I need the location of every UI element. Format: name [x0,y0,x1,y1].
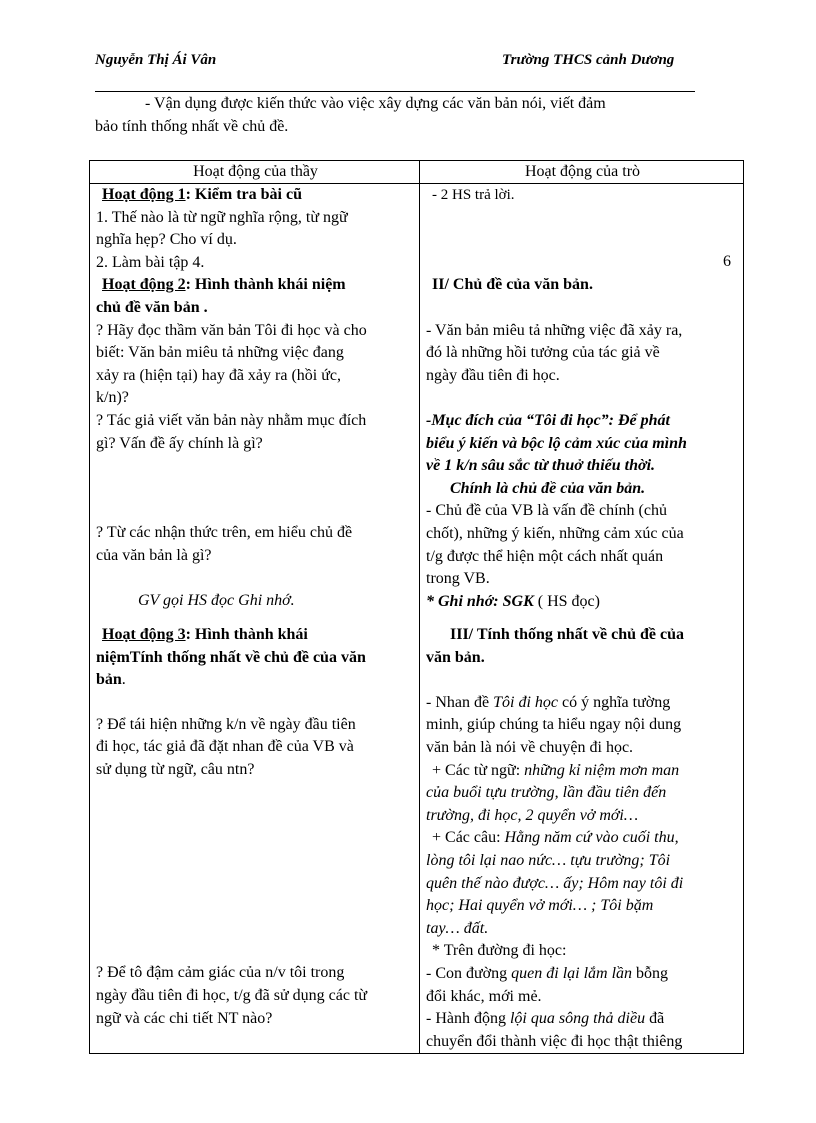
table-row [90,624,744,692]
activity-3-label: Hoạt động 3 [102,626,186,644]
answer-line: trường, đi học, 2 quyển vở mới… [426,806,639,824]
teacher-cell: Hoạt động 3: Hình thành khái niệmTính thống nhất về chủ đề của văn bản. [90,624,420,692]
teacher-cell [90,940,420,1053]
activity-1-title: : Kiểm tra bài cũ [185,186,302,203]
teacher-cell [90,692,420,941]
answer-line: học; Hai quyển vở mới… ; Tôi bặm [426,897,654,915]
question-line: ? Để tô đậm cảm giác của n/v tôi trong [96,964,345,982]
question-line: gì? Vấn đề ấy chính là gì? [96,434,263,452]
question-line: ? Tác giả viết văn bản này nhằm mục đích [96,411,367,429]
activity-3-title-cont: niệmTính thống nhất về chủ đề của văn [96,648,366,666]
header-school: Trường THCS cảnh Dương [502,52,675,68]
question-line: ? Để tái hiện những k/n về ngày đầu tiên [96,715,356,733]
question-line: đi học, tác giả đã đặt nhan đề của VB và [96,738,354,756]
answer-line: đổi khác, mới mẻ. [426,987,542,1005]
question-line: ngữ và các chi tiết NT nào? [96,1009,273,1027]
table-row [90,274,744,319]
activity-3-title-end: bản [96,671,122,689]
answer-line: đó là những hồi tưởng của tác giả về [426,344,660,362]
teacher-cell [90,320,420,410]
table-row [90,410,744,500]
section-heading-3: III/ Tính thống nhất về chủ đề của [450,626,684,644]
student-cell: * Trên đường đi học: - Con đường quen đi lại lắm lần bỗng đổi khác, mới mẻ. - Hành động lội qua sông thả diều đã chuyển đổi thành việc đi học thật thiêng [420,940,744,1053]
question-line: của văn bản là gì? [96,546,212,564]
answer-conclusion: Chính là chủ đề của văn bản. [450,479,646,497]
teacher-cell [90,274,420,319]
answer-line: quên thế nào được… ấy; Hôm nay tôi đi [426,874,684,892]
question-line: ? Từ các nhận thức trên, em hiểu chủ đề [96,524,353,542]
student-cell: - Nhan đề Tôi đi học có ý nghĩa tường minh, giúp chúng ta hiểu ngay nội dung văn bản là nói về chuyện đi học. + Các từ ngữ: những kỉ niệm mơn man của buổi tựu trường, lần đầu tiên đến trường, đi học, 2 quyển vở mới… + Các câu: Hằng năm cứ vào cuối thu, lòng tôi lại nao nức… tựu trường; Tôi quên thế nào được… ấy; Hôm nay tôi đi học; Hai quyển vở mới… ; Tôi bặm tay… đất. [420,692,744,941]
teacher-instruction: GV gọi HS đọc Ghi nhớ. [138,591,295,609]
student-cell [420,410,744,500]
answer-line: lòng tôi lại nao nức… tựu trường; Tôi [426,852,671,870]
intro-line-2: bảo tính thống nhất về chủ đề. [95,118,289,135]
lesson-table [89,160,744,1054]
student-cell [420,274,744,319]
answer-line: ngày đầu tiên đi học. [426,366,560,384]
header-author: Nguyễn Thị Ái Vân [95,52,217,68]
table-row [90,940,744,1053]
student-cell [420,320,744,410]
question-line: biết: Văn bản miêu tả những việc đang [96,344,344,362]
answer-line: - Chủ đề của VB là vấn đề chính (chủ [426,502,667,520]
student-cell [420,500,744,624]
answer-line: chốt), những ý kiến, những cảm xúc của [426,524,684,542]
table-row [90,320,744,410]
table-row [90,500,744,624]
answer-line: trong VB. [426,570,490,588]
answer-line: văn bản là nói về chuyện đi học. [426,739,634,757]
question-line: nghĩa hẹp? Cho ví dụ. [96,231,237,249]
table-row [90,184,744,275]
activity-2-label: Hoạt động 2 [102,276,186,294]
answer-line: -Mục đích của “Tôi đi học”: Để phát [426,411,670,429]
question-line: k/n)? [96,389,129,407]
student-cell [420,624,744,692]
question-line: ngày đầu tiên đi học, t/g đã sử dụng các từ [96,987,368,1004]
page-number: 6 [723,252,731,270]
activity-2-title-cont: chủ đề văn bản . [96,298,208,316]
answer-line: - Văn bản miêu tả những việc đã xảy ra, [426,321,683,339]
activity-1-label: Hoạt động 1 [102,186,186,203]
memory-note: * Ghi nhớ: SGK ( HS đọc) [426,592,600,610]
question-line: 2. Làm bài tập 4. [96,253,205,271]
teacher-cell [90,500,420,624]
student-cell [420,184,744,275]
activity-3-title: : Hình thành khái [185,626,308,644]
teacher-cell [90,410,420,500]
table-header-row [90,161,744,184]
answer-line: t/g được thể hiện một cách nhất quán [426,547,664,565]
section-heading-3-cont: văn bản. [426,648,485,666]
answer-line: về 1 k/n sâu sắc từ thuở thiếu thời. [426,457,656,475]
intro-paragraph [95,92,695,138]
question-line: sử dụng từ ngữ, câu ntn? [96,761,255,779]
col-teacher-header: Hoạt động của thầy [90,161,420,184]
answer-line: tay… đất. [426,919,489,937]
answer-subheading: * Trên đường đi học: [432,942,567,960]
answer-line: biểu ý kiến và bộc lộ cảm xúc của mình [426,434,687,452]
answer-line: minh, giúp chúng ta hiểu ngay nội dung [426,716,682,734]
question-line: ? Hãy đọc thầm văn bản Tôi đi học và cho [96,321,367,339]
answer-line: của buổi tựu trường, lần đầu tiên đến [426,784,667,802]
question-line: xảy ra (hiện tại) hay đã xảy ra (hồi ức, [96,366,342,384]
col-student-header: Hoạt động của trò [420,161,744,184]
answer-line: - 2 HS trả lời. [432,187,515,203]
section-heading-2: II/ Chủ đề của văn bản. [432,276,593,294]
table-row [90,692,744,941]
intro-line-1: - Vận dụng được kiến thức vào việc xây dựng các văn bản nói, viết đảm [145,95,606,112]
question-line: 1. Thế nào là từ ngữ nghĩa rộng, từ ngữ [96,208,348,226]
activity-2-title: : Hình thành khái niệm [185,276,346,294]
teacher-cell [90,184,420,275]
answer-line: chuyển đổi thành việc đi học thật thiêng [426,1032,683,1050]
